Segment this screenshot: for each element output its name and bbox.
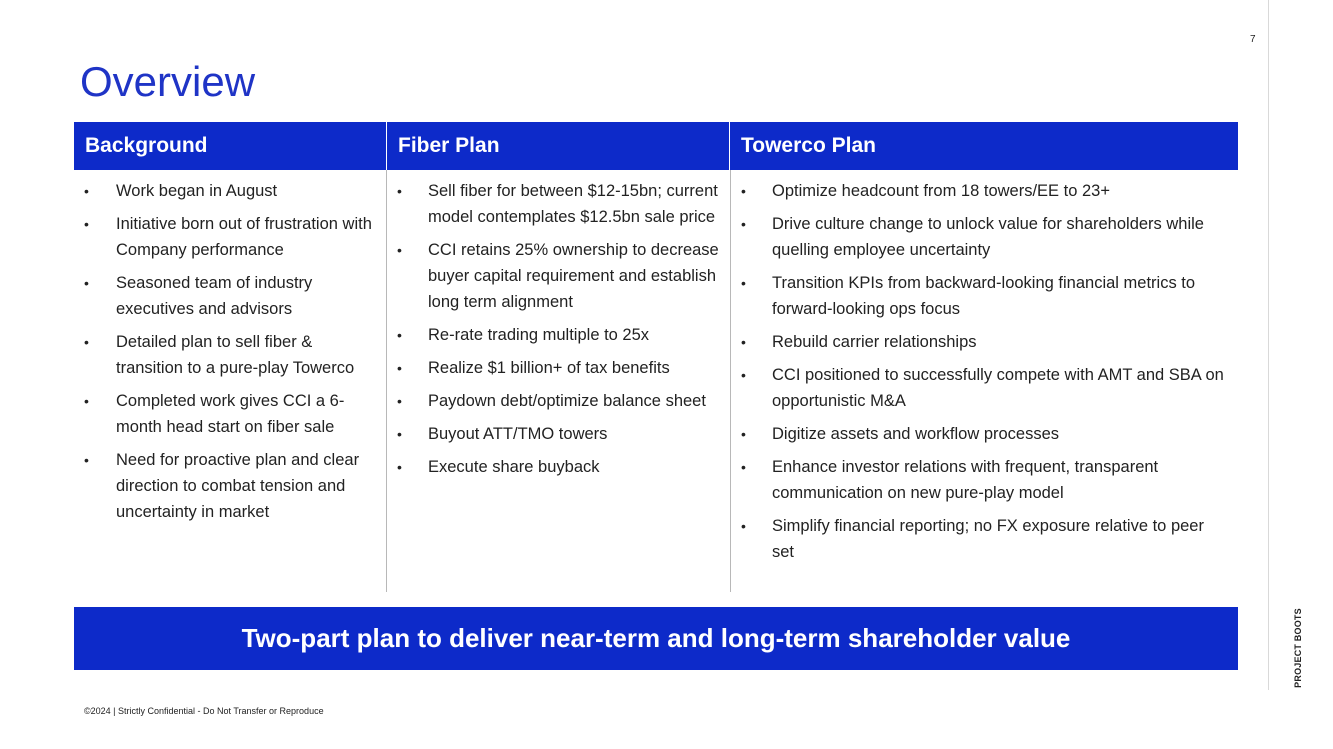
page-title: Overview bbox=[80, 58, 256, 105]
list-item bbox=[387, 178, 730, 230]
fiber-plan-column bbox=[387, 170, 731, 592]
table-header-row bbox=[74, 122, 1238, 170]
bullet-icon: • bbox=[741, 275, 746, 291]
list-item-text: Optimize headcount from 18 towers/EE to 23+ bbox=[772, 182, 1110, 200]
towerco-plan-column bbox=[731, 170, 1238, 592]
overview-table bbox=[74, 122, 1238, 592]
list-item bbox=[387, 388, 730, 414]
list-item bbox=[74, 270, 386, 322]
bullet-icon: • bbox=[397, 426, 402, 442]
bullet-icon: • bbox=[84, 452, 89, 468]
list-item-text: Work began in August bbox=[116, 182, 278, 200]
page-number: 7 bbox=[1250, 34, 1256, 45]
list-item-text: Detailed plan to sell fiber & transition to a pure-play Towerco bbox=[116, 333, 355, 377]
list-item-text: Simplify financial reporting; no FX exposure relative to peer set bbox=[772, 517, 1204, 561]
background-column bbox=[74, 170, 387, 592]
list-item bbox=[74, 329, 386, 381]
column-header-fiber-plan: Fiber Plan bbox=[387, 122, 730, 170]
bullet-icon: • bbox=[741, 216, 746, 232]
summary-banner-text: Two-part plan to deliver near-term and long-term shareholder value bbox=[241, 623, 1071, 653]
bullet-icon: • bbox=[741, 426, 746, 442]
list-item-text: Re-rate trading multiple to 25x bbox=[428, 326, 650, 344]
list-item bbox=[74, 388, 386, 440]
list-item bbox=[387, 355, 730, 381]
list-item bbox=[387, 322, 730, 348]
list-item-text: Drive culture change to unlock value for shareholders while quelling employee uncertainty bbox=[772, 215, 1204, 259]
bullet-icon: • bbox=[397, 242, 402, 258]
project-label: PROJECT BOOTS bbox=[1293, 608, 1303, 688]
list-item-text: Realize $1 billion+ of tax benefits bbox=[428, 359, 670, 377]
list-item-text: Initiative born out of frustration with Company performance bbox=[116, 215, 372, 259]
list-item-text: Enhance investor relations with frequent, transparent communication on new pure-play model bbox=[772, 458, 1159, 502]
table-body-row bbox=[74, 170, 1238, 592]
list-item-text: Need for proactive plan and clear direction to combat tension and uncertainty in market bbox=[116, 451, 360, 521]
towerco-plan-bullet-list bbox=[731, 178, 1238, 565]
list-item bbox=[387, 454, 730, 480]
confidentiality-footer: ©2024 | Strictly Confidential - Do Not Transfer or Reproduce bbox=[84, 706, 324, 716]
list-item bbox=[731, 211, 1238, 263]
list-item-text: Seasoned team of industry executives and advisors bbox=[116, 274, 313, 318]
list-item-text: Paydown debt/optimize balance sheet bbox=[428, 392, 706, 410]
list-item-text: Completed work gives CCI a 6-month head start on fiber sale bbox=[116, 392, 345, 436]
bullet-icon: • bbox=[84, 183, 89, 199]
summary-banner bbox=[74, 607, 1238, 670]
bullet-icon: • bbox=[397, 459, 402, 475]
list-item bbox=[387, 237, 730, 315]
bullet-icon: • bbox=[84, 334, 89, 350]
list-item bbox=[731, 513, 1238, 565]
bullet-icon: • bbox=[741, 518, 746, 534]
bullet-icon: • bbox=[397, 327, 402, 343]
list-item bbox=[387, 421, 730, 447]
list-item bbox=[74, 178, 386, 204]
list-item bbox=[731, 178, 1238, 204]
bullet-icon: • bbox=[741, 459, 746, 475]
list-item bbox=[74, 211, 386, 263]
bullet-icon: • bbox=[84, 393, 89, 409]
list-item-text: Rebuild carrier relationships bbox=[772, 333, 977, 351]
list-item-text: CCI retains 25% ownership to decrease buyer capital requirement and establish long term alignment bbox=[428, 241, 719, 311]
bullet-icon: • bbox=[741, 183, 746, 199]
list-item bbox=[731, 454, 1238, 506]
list-item-text: Execute share buyback bbox=[428, 458, 600, 476]
list-item-text: Transition KPIs from backward-looking financial metrics to forward-looking ops focus bbox=[772, 274, 1196, 318]
bullet-icon: • bbox=[397, 393, 402, 409]
side-divider bbox=[1268, 0, 1269, 690]
bullet-icon: • bbox=[397, 183, 402, 199]
list-item bbox=[731, 421, 1238, 447]
list-item bbox=[731, 362, 1238, 414]
bullet-icon: • bbox=[84, 275, 89, 291]
list-item-text: CCI positioned to successfully compete with AMT and SBA on opportunistic M&A bbox=[772, 366, 1224, 410]
list-item-text: Sell fiber for between $12-15bn; current model contemplates $12.5bn sale price bbox=[428, 182, 718, 226]
fiber-plan-bullet-list bbox=[387, 178, 730, 480]
column-header-towerco-plan: Towerco Plan bbox=[741, 134, 876, 157]
column-header-background: Background bbox=[74, 122, 387, 170]
bullet-icon: • bbox=[741, 334, 746, 350]
bullet-icon: • bbox=[84, 216, 89, 232]
background-bullet-list bbox=[74, 178, 386, 525]
list-item bbox=[731, 270, 1238, 322]
list-item bbox=[731, 329, 1238, 355]
list-item-text: Digitize assets and workflow processes bbox=[772, 425, 1060, 443]
list-item bbox=[74, 447, 386, 525]
list-item-text: Buyout ATT/TMO towers bbox=[428, 425, 608, 443]
bullet-icon: • bbox=[397, 360, 402, 376]
bullet-icon: • bbox=[741, 367, 746, 383]
